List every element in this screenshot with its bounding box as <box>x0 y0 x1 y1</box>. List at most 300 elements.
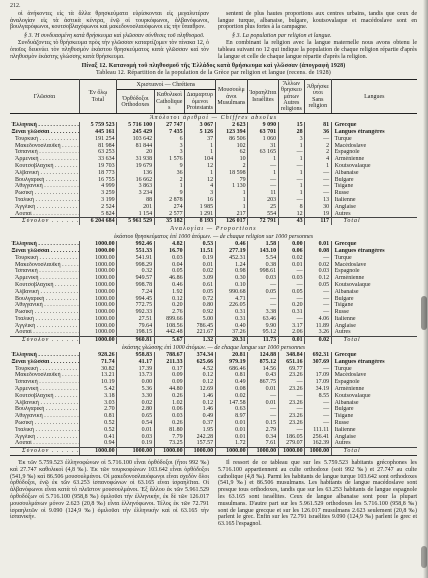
cell-value: — <box>278 282 304 289</box>
cell-value: 7.79 <box>154 434 185 441</box>
cell-value: 1 130 <box>215 183 248 190</box>
header-orthodox-greek: Ὀρθόδοξοι <box>122 95 149 102</box>
cell-value: 1.46 <box>185 393 216 400</box>
cell-value: 1.72 <box>215 440 248 447</box>
cell-value: 0.46 <box>215 241 248 248</box>
cell-value: 186.05 <box>278 434 304 441</box>
row-label-french: Total <box>331 448 417 455</box>
cell-value: 12 <box>185 177 216 184</box>
cell-value: 23.26 <box>278 413 304 420</box>
row-label-greek-text: Ἰταλικὴ <box>15 196 34 203</box>
cell-value: 1 985 <box>185 204 216 211</box>
cell-value: 8.55 <box>305 393 331 400</box>
row-label-french: Russe <box>331 420 417 427</box>
cell-value: 3.26 <box>305 329 331 336</box>
row-label-greek <box>10 211 79 218</box>
cell-value: 1 <box>278 183 304 190</box>
table-row <box>10 309 417 316</box>
row-label-french: Macédoslave <box>331 143 417 150</box>
cell-value: 0.12 <box>185 400 216 407</box>
block-heading-text: Ἀπόλυτοι ἀριθμοί — Chiffres absolus <box>149 115 278 122</box>
cell-value: 2.06 <box>278 329 304 336</box>
cell-value: 0.08 <box>305 248 331 255</box>
row-label-greek-text: Λοιπαὶ <box>15 329 32 336</box>
cell-value: — <box>248 183 279 190</box>
row-label-french: Italienne <box>331 316 417 323</box>
cell-value: 1.92 <box>154 289 185 296</box>
cell-value: 541.91 <box>117 255 154 262</box>
cell-value: — <box>248 296 279 303</box>
cell-value: — <box>248 393 279 400</box>
cell-value: 9 090 <box>248 122 279 129</box>
cell-value: 1000.00 <box>79 329 116 336</box>
row-label-greek-text: Ἀρμενικὴ <box>15 386 39 393</box>
row-label-greek-text: Ἰταλικὴ <box>15 315 34 322</box>
table-row <box>10 420 417 427</box>
cell-value: 994.45 <box>117 296 154 303</box>
row-label-french: Langues étrangères <box>331 359 417 366</box>
cell-value: 1 <box>278 190 304 197</box>
cell-value: 442.48 <box>154 329 185 336</box>
cell-value: 0.52 <box>79 427 116 434</box>
cell-value: 0.19 <box>117 440 154 447</box>
cell-value: 6 <box>154 136 185 143</box>
cell-value: 554 <box>248 211 279 218</box>
cell-value: 81 844 <box>117 143 154 150</box>
cell-value: 5 126 <box>185 129 216 136</box>
table-body <box>10 114 417 455</box>
header-languages-greek: Γλῶσσαι <box>10 80 79 114</box>
cell-value: 19 <box>305 211 331 218</box>
row-label-greek <box>10 337 79 344</box>
cell-value: 0.81 <box>79 413 116 420</box>
cell-value: 0.02 <box>185 268 216 275</box>
header-protestant-greek: Διαμαρτυρόμενοι <box>186 92 214 105</box>
row-label-greek-text: Κουτσοβλαχικὴ <box>15 392 54 399</box>
cell-value: 0.01 <box>248 386 279 393</box>
cell-value: 0.03 <box>154 255 185 262</box>
cell-value: — <box>248 282 279 289</box>
cell-value: — <box>305 170 331 177</box>
cell-value: 0.31 <box>278 309 304 316</box>
cell-value: 992.46 <box>117 241 154 248</box>
row-label-french: Koutsovalaque <box>331 393 417 400</box>
cell-value: — <box>305 400 331 407</box>
cell-value: 16 662 <box>117 177 154 184</box>
header-muslims-greek: Μουσουλμάνοι <box>218 87 245 100</box>
cell-value: 7.24 <box>117 289 154 296</box>
row-label-french: Anglaise <box>331 434 417 441</box>
cell-value: 3.38 <box>248 309 279 316</box>
cell-value: — <box>278 427 304 434</box>
cell-value: 3.18 <box>79 393 116 400</box>
row-label-greek <box>10 204 79 211</box>
cell-value: 3.03 <box>79 400 116 407</box>
table-row <box>10 122 417 129</box>
cell-value: 0.02 <box>305 262 331 269</box>
table-row <box>10 406 417 413</box>
cell-value: 0.26 <box>154 393 185 400</box>
row-label-french: Grecque <box>331 352 417 359</box>
row-label-greek <box>10 163 79 170</box>
row-label-french: Russe <box>331 309 417 316</box>
cell-value: 786.45 <box>185 323 216 330</box>
cell-value: 0.05 <box>185 289 216 296</box>
cell-value: — <box>278 268 304 275</box>
cell-value: 0.01 <box>278 337 304 344</box>
cell-value: — <box>248 163 279 170</box>
row-label-greek-text: Ἀγγλικὴ <box>15 433 36 440</box>
header-no-religion-greek: Ἀθρήσκευτοι <box>306 84 329 97</box>
cell-value: 31 938 <box>117 156 154 163</box>
cell-value: 0.34 <box>248 434 279 441</box>
cell-value: 0.05 <box>154 268 185 275</box>
cell-value: 5.54 <box>248 255 279 262</box>
cell-value: 3 <box>278 136 304 143</box>
table-row <box>10 440 417 447</box>
row-label-french: Macédoslave <box>331 372 417 379</box>
cell-value: 17.09 <box>305 379 331 386</box>
cell-value: 279.07 <box>278 440 304 447</box>
cell-value: 3.30 <box>117 393 154 400</box>
row-label-greek-text: Ἀλβανικὴ <box>15 169 39 176</box>
table-row <box>10 268 417 275</box>
cell-value: 0.31 <box>215 316 248 323</box>
cell-value: 1000.00 <box>79 296 116 303</box>
cell-value: 274 <box>154 204 185 211</box>
header-total-greek: Ἐν ὅλῳ <box>88 90 108 97</box>
cell-value: — <box>305 420 331 427</box>
cell-value: — <box>305 302 331 309</box>
row-label-french: Bulgare <box>331 296 417 303</box>
header-catholic <box>154 90 185 114</box>
header-row <box>10 80 417 90</box>
cell-value: 1 <box>215 197 248 204</box>
cell-value: 1000.00 <box>79 309 116 316</box>
row-label-greek-text: Ἱσπανικὴ <box>15 379 38 386</box>
cell-value: 0.38 <box>248 262 279 269</box>
table-row <box>10 163 417 170</box>
row-label-greek <box>10 427 79 434</box>
cell-value: 452.31 <box>215 255 248 262</box>
row-label-greek-text: Μακεδονοσλαυϊκὴ <box>15 372 61 379</box>
total-row <box>10 218 417 225</box>
cell-value: 226.05 <box>215 302 248 309</box>
cell-value: 2.79 <box>248 427 279 434</box>
cell-value: 79.64 <box>117 323 154 330</box>
cell-value: 1000.00 <box>79 323 116 330</box>
cell-value: 4 <box>185 183 216 190</box>
cell-value: 13.73 <box>117 372 154 379</box>
row-label-greek-text: Ἱσπανικὴ <box>15 268 38 275</box>
cell-value: 992.33 <box>117 309 154 316</box>
table-title <box>10 63 417 77</box>
cell-value: 28 <box>278 129 304 136</box>
cell-value: 35 182 <box>154 218 185 225</box>
cell-value: 0.37 <box>185 420 216 427</box>
row-label-french: Albanaise <box>331 170 417 177</box>
cell-value: 117 <box>305 218 331 225</box>
cell-value: 69.77 <box>278 366 304 373</box>
intro-text-french: sentent de plus hautes proportions aux centres urbains, tandis que ceux de langue turque, albanaise, bulgare, koutsovalaque et macédoslave sont en proportion plus fortes à la campagne. <box>218 11 417 31</box>
cell-value: 30 <box>305 204 331 211</box>
cell-value: 36 <box>305 129 331 136</box>
row-label-french: Koutsovalaque <box>331 282 417 289</box>
row-label-french: Macédoslave <box>331 262 417 269</box>
cell-value: 1000.00 <box>79 289 116 296</box>
cell-value: 1000.00 <box>79 275 116 282</box>
row-label-greek <box>10 359 79 366</box>
table-row <box>10 427 417 434</box>
cell-value: 37.26 <box>215 329 248 336</box>
cell-value: 88 <box>117 197 154 204</box>
cell-value: 73.25 <box>154 440 185 447</box>
row-label-french: Arménienne <box>331 275 417 282</box>
cell-value: — <box>248 413 279 420</box>
cell-value: 17.09 <box>305 372 331 379</box>
page-number: 212. <box>10 3 21 9</box>
table-row <box>10 316 417 323</box>
cell-value: 108.56 <box>154 323 185 330</box>
row-label-greek-text: Ἀθιγγανικὴ <box>15 302 43 309</box>
row-label-greek <box>10 262 79 269</box>
cell-value: 0.49 <box>185 413 216 420</box>
row-label-greek <box>10 248 79 255</box>
row-label-greek-text: Τουρκικὴ <box>15 135 39 142</box>
table-row <box>10 282 417 289</box>
cell-value: 0.53 <box>185 241 216 248</box>
cell-value: 692.31 <box>305 352 331 359</box>
table-row <box>10 248 417 255</box>
cell-value: 960.81 <box>117 337 154 344</box>
row-label-greek <box>10 149 79 156</box>
row-label-greek <box>10 366 79 373</box>
cell-value: 348.84 <box>278 352 304 359</box>
cell-value: 1 154 <box>117 211 154 218</box>
table-row <box>10 275 417 282</box>
row-label-greek-text: Ἀρμενικὴ <box>15 156 39 163</box>
cell-value: 0.01 <box>215 434 248 441</box>
cell-value: 37 <box>185 136 216 143</box>
cell-value: 1 <box>215 204 248 211</box>
cell-value: 0.01 <box>215 420 248 427</box>
cell-value: 1000.00 <box>79 337 116 344</box>
header-muslims-french: Musulmans <box>217 99 246 106</box>
header-other-religions <box>278 80 304 114</box>
section-text-french: En combinant la religion avec la langue maternelle nous avons obtenu le tableau suivant no 12 qui indique la population de chaque religion répartie d'après la langue et celle de chaque langue répartie d'après la religion. <box>218 40 417 60</box>
row-label-french: Total <box>331 337 417 344</box>
conclusion-paragraphs <box>10 460 417 528</box>
cell-value: 13 <box>305 197 331 204</box>
header-catholic-greek: Καθολικοὶ <box>156 92 182 99</box>
table-row <box>10 149 417 156</box>
cell-value: 1000.00 <box>79 302 116 309</box>
row-label-french: Espagnole <box>331 268 417 275</box>
table-row <box>10 366 417 373</box>
cell-value: 27.51 <box>117 316 154 323</box>
row-label-greek <box>10 372 79 379</box>
cell-value: 0.02 <box>278 255 304 262</box>
header-no-religion-french: Sans religion <box>308 96 328 109</box>
cell-value: — <box>305 413 331 420</box>
row-label-french: Albanaise <box>331 400 417 407</box>
cell-value: 1 <box>248 156 279 163</box>
cell-value: 0.06 <box>154 406 185 413</box>
cell-value: 203 <box>248 197 279 204</box>
row-label-greek-text: Τουρκικὴ <box>15 365 39 372</box>
row-label-french: Anglaise <box>331 323 417 330</box>
cell-value: 20.31 <box>215 337 248 344</box>
cell-value: 0.12 <box>185 379 216 386</box>
cell-value: 198.15 <box>117 329 154 336</box>
cell-value: 9.90 <box>248 323 279 330</box>
cell-value: 19 703 <box>79 163 116 170</box>
cell-value: 0.00 <box>117 379 154 386</box>
cell-value: 0.05 <box>305 282 331 289</box>
cell-value: 124.88 <box>248 352 279 359</box>
cell-value: — <box>278 197 304 204</box>
row-label-greek-text: Ἀθιγγανικὴ <box>15 183 43 190</box>
cell-value: 136 <box>117 170 154 177</box>
cell-value: 0.20 <box>154 302 185 309</box>
table-row <box>10 129 417 136</box>
religion-language-table <box>10 79 417 455</box>
cell-value: 1 <box>278 143 304 150</box>
cell-value: 157.57 <box>185 440 216 447</box>
table-row <box>10 204 417 211</box>
header-orthodox-french: Orthodoxes <box>121 101 150 108</box>
cell-value: 86 506 <box>215 136 248 143</box>
block-heading <box>10 233 417 241</box>
header-total-french: Total <box>91 96 105 103</box>
cell-value: 1000.00 <box>79 248 116 255</box>
table-row <box>10 386 417 393</box>
table-row <box>10 323 417 330</box>
table-row <box>10 183 417 190</box>
cell-value: 0.61 <box>185 282 216 289</box>
cell-value: 1000.00 <box>305 448 331 455</box>
cell-value: 3 234 <box>117 190 154 197</box>
row-label-greek <box>10 177 79 184</box>
cell-value: 2 878 <box>154 197 185 204</box>
cell-value: — <box>305 406 331 413</box>
cell-value: 72 791 <box>248 218 279 225</box>
cell-value: 0.08 <box>215 386 248 393</box>
row-label-french: Autres <box>331 329 417 336</box>
row-label-french: Autres <box>331 440 417 447</box>
cell-value: — <box>278 393 304 400</box>
table-title-greek: Πίναξ 12. Κατανομὴ τοῦ πληθυσμοῦ τῆς Ἑλλάδος κατὰ θρήσκευμα καὶ γλῶσσαν (ἀπογραφὴ 1928) <box>81 63 346 70</box>
row-label-greek <box>10 183 79 190</box>
cell-value: 256.41 <box>305 434 331 441</box>
cell-value: 23.26 <box>278 420 304 427</box>
block-heading-text: ἑκάστης γλώσσης ἐπὶ 1000 ἀτόμων. — de chaque langue sur 1000 personnes <box>121 345 306 352</box>
cell-value: 63 253 <box>79 149 116 156</box>
cell-value: — <box>278 296 304 303</box>
section-paragraphs <box>10 40 417 60</box>
cell-value: — <box>305 309 331 316</box>
total-row <box>10 337 417 344</box>
row-label-greek-text: Ρωσικὴ <box>15 420 34 427</box>
row-label-french: Espagnole <box>331 379 417 386</box>
row-label-greek <box>10 393 79 400</box>
cell-value: 34.19 <box>305 386 331 393</box>
cell-value: 7.61 <box>248 440 279 447</box>
cell-value: 4.52 <box>185 366 216 373</box>
cell-value: 1.02 <box>154 400 185 407</box>
cell-value: 0.05 <box>278 289 304 296</box>
header-muslims <box>215 80 248 114</box>
cell-value: 2 <box>305 149 331 156</box>
cell-value: — <box>305 190 331 197</box>
cell-value: 625.66 <box>185 359 216 366</box>
row-label-french: Tsigane <box>331 183 417 190</box>
row-label-greek <box>10 122 79 129</box>
cell-value: 1 291 <box>185 211 216 218</box>
cell-value: 10 <box>215 156 248 163</box>
cell-value: 1.24 <box>215 262 248 269</box>
cell-value: 551.33 <box>117 248 154 255</box>
cell-value: 0.12 <box>154 296 185 303</box>
cell-value: 2 623 <box>215 122 248 129</box>
cell-value: 0.19 <box>185 255 216 262</box>
header-israelites <box>248 80 279 114</box>
header-orthodox <box>117 90 154 114</box>
row-label-greek-text: Σύνολον <box>22 337 50 344</box>
cell-value: 0.72 <box>185 296 216 303</box>
cell-value: 875.12 <box>248 359 279 366</box>
cell-value: — <box>305 296 331 303</box>
cell-value: 0.80 <box>185 302 216 309</box>
cell-value: — <box>248 406 279 413</box>
row-label-greek <box>10 129 79 136</box>
header-israelites-french: Israélites <box>252 96 274 103</box>
cell-value: 0.43 <box>248 372 279 379</box>
cell-value: 772.75 <box>117 302 154 309</box>
cell-value: 5 824 <box>79 211 116 218</box>
cell-value: 81 <box>305 122 331 129</box>
cell-value: 0.03 <box>248 275 279 282</box>
table-row <box>10 434 417 441</box>
cell-value: 1000.00 <box>79 316 116 323</box>
table-row <box>10 177 417 184</box>
cell-value: 0.12 <box>185 372 216 379</box>
cell-value: 8.97 <box>215 413 248 420</box>
cell-value: — <box>278 177 304 184</box>
cell-value: 20 <box>117 149 154 156</box>
cell-value: 928.26 <box>79 352 116 359</box>
table-row <box>10 197 417 204</box>
cell-value: 1000.00 <box>215 448 248 455</box>
cell-value: 1 <box>248 170 279 177</box>
cell-value: 62 <box>215 149 248 156</box>
cell-value: 9 <box>154 163 185 170</box>
row-label-french: Italienne <box>331 197 417 204</box>
cell-value: 1000.00 <box>79 255 116 262</box>
cell-value: 3 <box>154 149 185 156</box>
cell-value: 1000.00 <box>79 282 116 289</box>
cell-value: 63 701 <box>248 129 279 136</box>
row-label-greek <box>10 190 79 197</box>
cell-value: 23.26 <box>278 400 304 407</box>
cell-value: 0.40 <box>215 323 248 330</box>
cell-value: 0.81 <box>215 372 248 379</box>
row-label-french: Langues étrangères <box>331 129 417 136</box>
cell-value: 3 863 <box>117 183 154 190</box>
cell-value: 0.98 <box>215 268 248 275</box>
row-label-greek-text: Λοιπαὶ <box>15 210 32 217</box>
cell-value: 0.01 <box>117 427 154 434</box>
